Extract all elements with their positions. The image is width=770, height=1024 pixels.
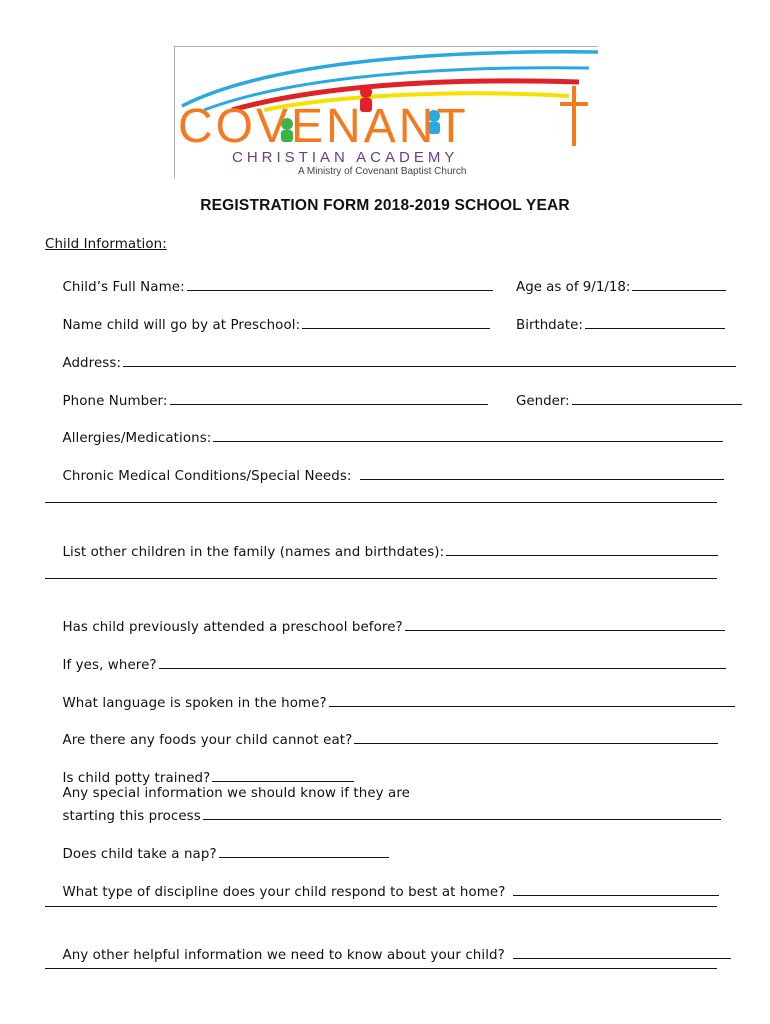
- discipline-extra-line[interactable]: [45, 906, 717, 907]
- logo-wordmark-christian-academy: CHRISTIAN ACADEMY: [232, 149, 459, 166]
- nickname-label: Name child will go by at Preschool:: [62, 318, 301, 333]
- full-name-blank[interactable]: [187, 277, 493, 291]
- address-label: Address:: [62, 356, 122, 371]
- allergies-blank[interactable]: [213, 428, 723, 442]
- gender-blank[interactable]: [572, 391, 742, 405]
- logo-wordmark-covenant: COVENANT: [178, 100, 469, 153]
- chronic-conditions-field[interactable]: [45, 451, 724, 499]
- discipline-field[interactable]: [45, 867, 719, 915]
- other-info-field[interactable]: [45, 930, 731, 978]
- other-info-label: Any other helpful information we need to know about your child?: [62, 948, 505, 963]
- previous-preschool-blank[interactable]: [405, 617, 725, 631]
- starting-process-label: starting this process: [62, 809, 201, 824]
- gender-label: Gender:: [516, 394, 570, 409]
- birthdate-blank[interactable]: [585, 315, 725, 329]
- logo-tagline: A Ministry of Covenant Baptist Church: [298, 166, 467, 177]
- other-info-blank[interactable]: [513, 945, 731, 959]
- allergies-label: Allergies/Medications:: [62, 431, 212, 446]
- covenant-christian-academy-logo: [174, 46, 598, 178]
- special-info-label: Any special information we should know if they are: [62, 786, 410, 801]
- nickname-blank[interactable]: [302, 315, 490, 329]
- siblings-extra-line[interactable]: [45, 578, 717, 579]
- chronic-conditions-blank[interactable]: [360, 466, 724, 480]
- if-yes-label: If yes, where?: [62, 658, 157, 673]
- chronic-conditions-extra-line[interactable]: [45, 502, 717, 503]
- chronic-conditions-label: Chronic Medical Conditions/Special Needs:: [62, 469, 352, 484]
- discipline-blank[interactable]: [513, 882, 719, 896]
- siblings-label: List other children in the family (names and birthdates):: [62, 545, 445, 560]
- starting-process-blank[interactable]: [203, 806, 721, 820]
- age-blank[interactable]: [632, 277, 726, 291]
- full-name-label: Child’s Full Name:: [62, 280, 185, 295]
- phone-blank[interactable]: [170, 391, 488, 405]
- other-info-extra-line[interactable]: [45, 968, 717, 969]
- siblings-field[interactable]: [45, 527, 718, 575]
- if-yes-blank[interactable]: [159, 655, 726, 669]
- form-title: REGISTRATION FORM 2018-2019 SCHOOL YEAR: [200, 197, 570, 214]
- discipline-label: What type of discipline does your child respond to best at home?: [62, 885, 506, 900]
- age-label: Age as of 9/1/18:: [516, 280, 631, 295]
- foods-blank[interactable]: [354, 730, 718, 744]
- language-blank[interactable]: [329, 693, 735, 707]
- birthdate-label: Birthdate:: [516, 318, 583, 333]
- language-label: What language is spoken in the home?: [62, 696, 327, 711]
- potty-trained-label: Is child potty trained?: [62, 771, 211, 786]
- siblings-blank[interactable]: [446, 542, 718, 556]
- address-blank[interactable]: [123, 353, 736, 367]
- potty-trained-blank[interactable]: [212, 768, 354, 782]
- phone-label: Phone Number:: [62, 394, 168, 409]
- nap-label: Does child take a nap?: [62, 847, 217, 862]
- section-heading-child-information: Child Information:: [45, 237, 167, 252]
- nap-blank[interactable]: [219, 844, 389, 858]
- foods-label: Are there any foods your child cannot eat?: [62, 733, 353, 748]
- previous-preschool-label: Has child previously attended a preschool before?: [62, 620, 403, 635]
